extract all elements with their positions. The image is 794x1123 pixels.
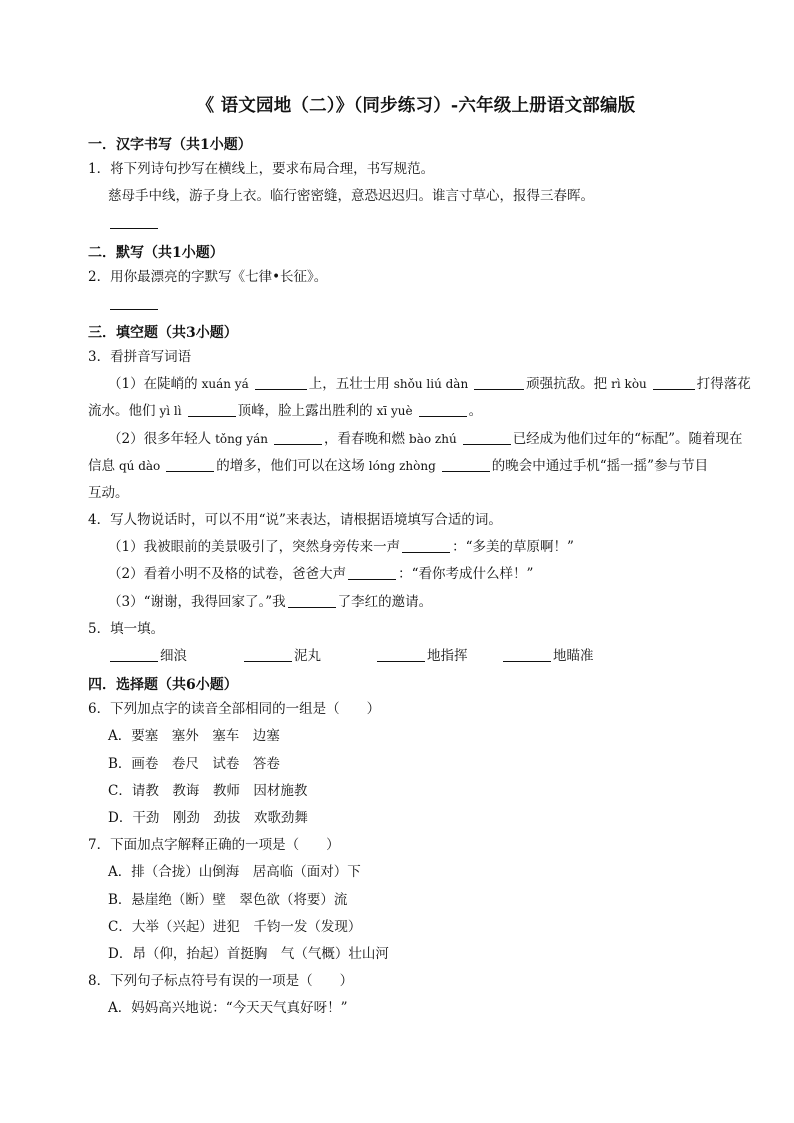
answer-blank[interactable] [288, 592, 336, 608]
text-segment: 已经成为他们过年的“标配”。随着现在 [512, 430, 743, 447]
answer-line-1 [88, 210, 750, 237]
answer-blank[interactable] [474, 374, 524, 390]
question-8-option-a[interactable]: A．妈妈高兴地说：“今天天气真好呀！” [108, 1000, 348, 1017]
question-4-3 [88, 589, 750, 616]
question-3-2-line-2 [88, 453, 750, 480]
answer-blank[interactable] [653, 374, 695, 390]
answer-blank[interactable] [110, 294, 158, 310]
answer-blank[interactable] [110, 646, 158, 662]
fill-item-text: 泥丸 [294, 648, 321, 664]
question-5-items [88, 643, 750, 670]
text-segment: ，看春晚和燃 [324, 430, 406, 447]
text-segment: 顽强抗敌。把 [526, 376, 608, 393]
pinyin: bào zhú [409, 431, 457, 446]
question-6-option-c[interactable]: C．请教 教诲 教师 因材施教 [108, 782, 308, 799]
question-7-option-d[interactable]: D．昂（仰，抬起）首挺胸 气（气概）壮山河 [108, 945, 389, 962]
answer-line-2 [88, 291, 750, 318]
question-6-option-b[interactable]: B．画卷 卷尺 试卷 答卷 [108, 755, 280, 772]
section-heading-4: 四．选择题（共6小题） [88, 677, 238, 694]
answer-blank[interactable] [463, 429, 511, 445]
answer-blank[interactable] [274, 429, 322, 445]
text-segment: 上，五壮士用 [308, 376, 390, 393]
question-3-1-line-1 [88, 371, 750, 398]
question-3-2-line-1 [88, 426, 750, 453]
question-8: 8．下列句子标点符号有误的一项是（ ） [88, 973, 354, 990]
question-1: 1．将下列诗句抄写在横线上，要求布局合理，书写规范。 [88, 161, 435, 177]
answer-blank[interactable] [442, 456, 490, 472]
text-segment: （2）看着小明不及格的试卷，爸爸大声 [108, 566, 347, 583]
answer-blank[interactable] [166, 456, 214, 472]
question-6-option-d[interactable]: D．干劲 刚劲 劲拔 欢歌劲舞 [108, 809, 308, 826]
question-2: 2．用你最漂亮的字默写《七律•长征》。 [88, 268, 328, 285]
fill-item [501, 643, 594, 670]
pinyin: qú dào [119, 458, 161, 473]
answer-blank[interactable] [348, 564, 396, 580]
pinyin: rì kòu [611, 377, 647, 392]
text-segment: 信息 [88, 457, 115, 474]
question-7-option-c[interactable]: C．大举（兴起）进犯 千钧一发（发现） [108, 918, 362, 935]
question-3-1-line-2 [88, 398, 750, 425]
text-segment: （2）很多年轻人 [108, 430, 212, 447]
poem-text: 慈母手中线，游子身上衣。临行密密缝，意恐迟迟归。谁言寸草心，报得三春晖。 [108, 188, 594, 205]
question-7-option-b[interactable]: B．悬崖绝（断）壁 翠色欲（将要）流 [108, 891, 348, 908]
question-4: 4．写人物说话时，可以不用“说”来表达，请根据语境填写合适的词。 [88, 512, 502, 529]
text-segment: 的增多，他们可以在这场 [216, 457, 365, 474]
answer-blank[interactable] [419, 401, 467, 417]
text-segment: ：“多美的草原啊！” [452, 539, 574, 556]
text-segment: 流水。他们 [88, 403, 156, 420]
question-7-option-a[interactable]: A．排（合拢）山倒海 居高临（面对）下 [108, 864, 361, 881]
question-6-option-a[interactable]: A．要塞 塞外 塞车 边塞 [108, 728, 280, 745]
answer-blank[interactable] [503, 646, 551, 662]
question-5: 5．填一填。 [88, 620, 165, 637]
section-heading-1: 一．汉字书写（共1小题） [88, 137, 252, 153]
text-segment: （1）我被眼前的美景吸引了，突然身旁传来一声 [108, 539, 401, 556]
question-6: 6．下列加点字的读音全部相同的一组是（ ） [88, 701, 381, 718]
text-segment: 的晚会中通过手机“摇一摇”参与节目 [491, 457, 709, 474]
pinyin: tǒng yán [215, 431, 269, 446]
fill-item-text: 细浪 [160, 648, 187, 664]
pinyin: shǒu liú dàn [393, 377, 469, 392]
section-heading-3: 三．填空题（共3小题） [88, 324, 238, 341]
section-heading-2: 二．默写（共1小题） [88, 244, 224, 261]
answer-blank[interactable] [377, 646, 425, 662]
fill-item [375, 643, 481, 670]
question-4-2 [88, 561, 750, 588]
text-segment: 打得落花 [696, 376, 751, 393]
answer-blank[interactable] [402, 537, 450, 553]
page-title: 《 语文园地（二）》（同步练习）-六年级上册语文部编版 [196, 96, 636, 116]
answer-blank[interactable] [244, 646, 292, 662]
answer-blank[interactable] [110, 213, 158, 229]
pinyin: yì lì [159, 404, 182, 419]
question-4-1 [88, 534, 750, 561]
fill-item [108, 643, 242, 670]
answer-blank[interactable] [255, 374, 307, 390]
text-segment: ：“看你考成什么样！” [398, 566, 534, 583]
fill-item-text: 地瞄准 [553, 648, 594, 664]
text-segment: （1）在陡峭的 [108, 376, 198, 393]
pinyin: xī yuè [376, 404, 413, 419]
pinyin: xuán yá [201, 377, 249, 392]
text-segment: （3）“谢谢，我得回家了。”我 [108, 593, 286, 610]
text-segment: 顶峰，脸上露出胜利的 [237, 403, 373, 420]
text-segment: 了李红的邀请。 [337, 593, 433, 610]
pinyin: lóng zhòng [368, 458, 436, 473]
question-3-2-line-3: 互动。 [88, 484, 129, 501]
answer-blank[interactable] [188, 401, 236, 417]
question-7: 7．下面加点字解释正确的一项是（ ） [88, 837, 340, 854]
text-segment: 。 [468, 403, 483, 420]
question-3: 3．看拼音写词语 [88, 348, 192, 365]
fill-item [242, 643, 375, 670]
fill-item-text: 地指挥 [427, 648, 468, 664]
